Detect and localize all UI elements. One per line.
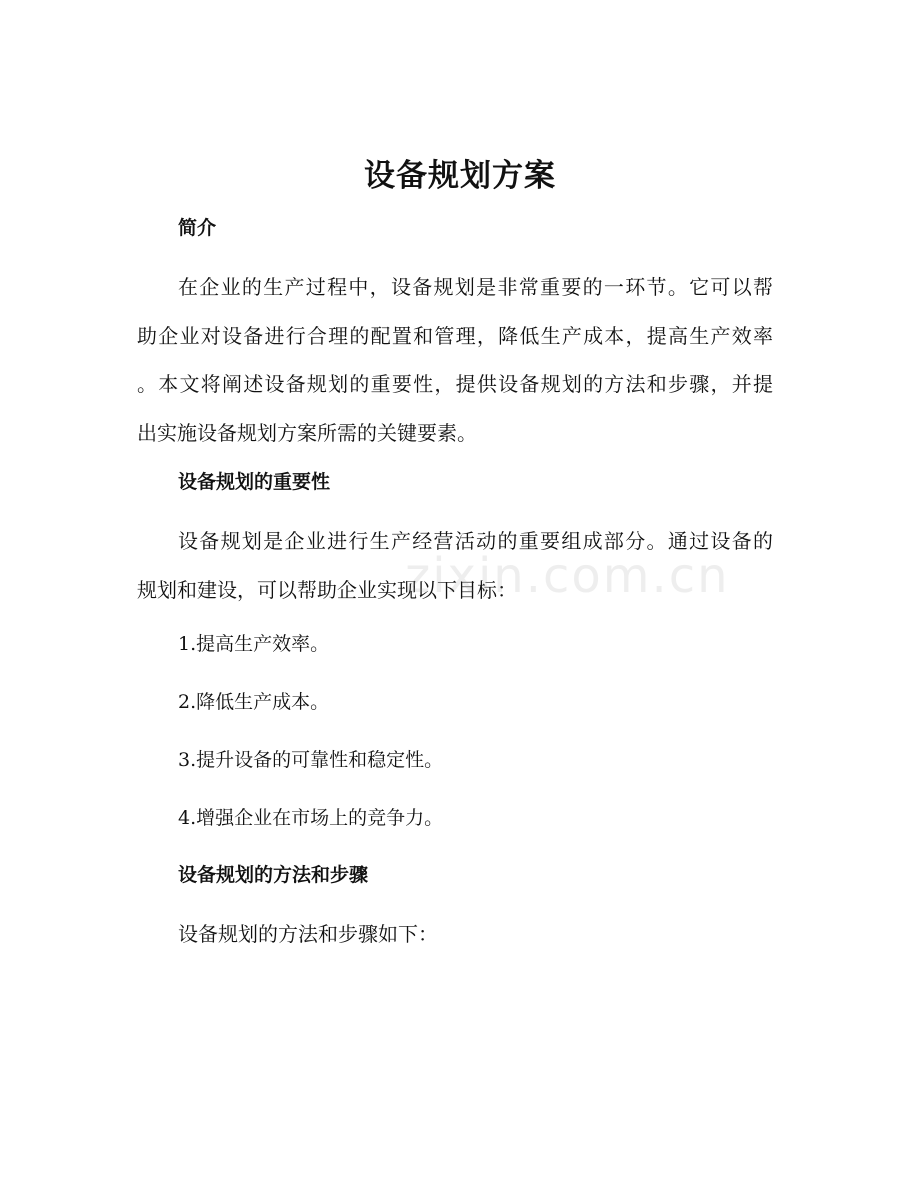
paragraph-line: 规划和建设，可以帮助企业实现以下目标： [137, 577, 517, 602]
list-item: 2.降低生产成本。 [178, 691, 330, 713]
paragraph-line: 助企业对设备进行合理的配置和管理，降低生产成本，提高生产效率 [137, 323, 773, 348]
paragraph-line: 在企业的生产过程中，设备规划是非常重要的一环节。它可以帮 [178, 275, 773, 299]
intro-paragraph [137, 263, 773, 457]
document-title: 设备规划方案 [364, 158, 556, 194]
list-item: 4.增强企业在市场上的竞争力。 [178, 807, 444, 829]
section-heading-methods: 设备规划的方法和步骤 [178, 864, 369, 886]
paragraph-line: 。本文将阐述设备规划的重要性，提供设备规划的方法和步骤，并提 [137, 372, 773, 396]
paragraph-line: 设备规划的方法和步骤如下： [178, 922, 438, 946]
watermark-text: zixin.com.cn [405, 548, 730, 604]
paragraph-line: 设备规划是企业进行生产经营活动的重要组成部分。通过设备的 [178, 529, 773, 553]
section-heading-intro: 简介 [178, 217, 217, 239]
list-item: 3.提升设备的可靠性和稳定性。 [178, 749, 444, 771]
section-heading-importance: 设备规划的重要性 [178, 471, 331, 493]
methods-paragraph [137, 910, 773, 959]
paragraph-line: 出实施设备规划方案所需的关键要素。 [137, 420, 477, 445]
list-item: 1.提高生产效率。 [178, 633, 330, 655]
